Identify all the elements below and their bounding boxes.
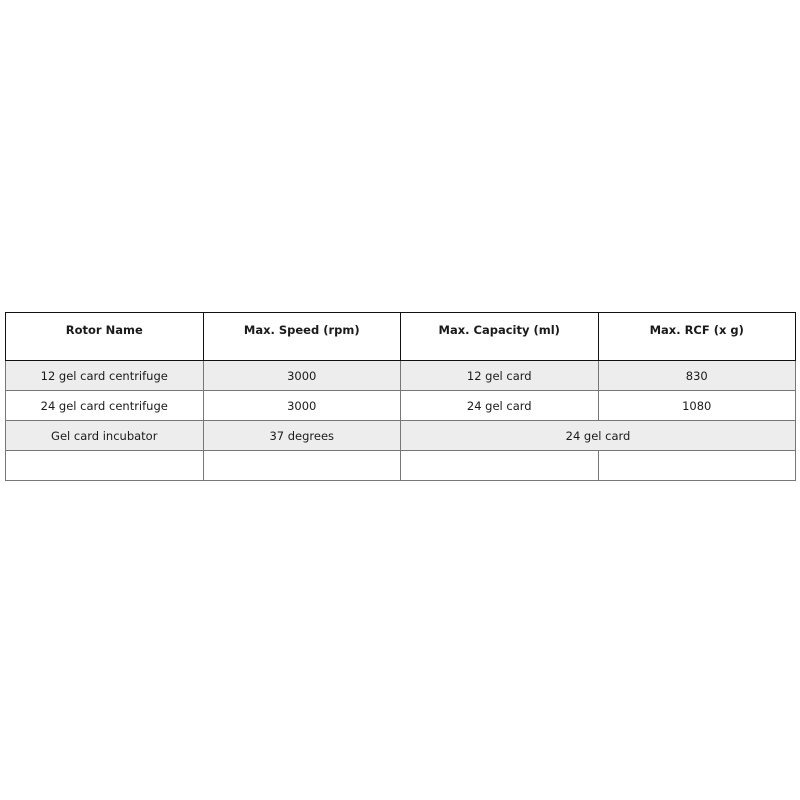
rotor-specifications-table [5,312,796,481]
cell-max-capacity [401,451,599,481]
rotor-table-container [5,312,796,481]
cell-max-rcf: 1080 [598,391,796,421]
cell-rotor-name: Gel card incubator [6,421,204,451]
cell-capacity-rcf-merged: 24 gel card [401,421,796,451]
cell-max-speed: 3000 [203,391,401,421]
table-row-empty [6,451,796,481]
header-rotor-name: Rotor Name [6,313,204,361]
header-max-speed: Max. Speed (rpm) [203,313,401,361]
cell-rotor-name: 12 gel card centrifuge [6,361,204,391]
cell-rotor-name [6,451,204,481]
header-max-capacity: Max. Capacity (ml) [401,313,599,361]
cell-max-speed [203,451,401,481]
table-row [6,421,796,451]
table-header [6,313,796,361]
header-row [6,313,796,361]
cell-max-speed: 3000 [203,361,401,391]
table-row [6,361,796,391]
cell-rotor-name: 24 gel card centrifuge [6,391,204,421]
header-max-rcf: Max. RCF (x g) [598,313,796,361]
cell-max-capacity: 12 gel card [401,361,599,391]
table-body [6,361,796,481]
cell-max-speed: 37 degrees [203,421,401,451]
cell-max-capacity: 24 gel card [401,391,599,421]
cell-max-rcf [598,451,796,481]
cell-max-rcf: 830 [598,361,796,391]
table-row [6,391,796,421]
